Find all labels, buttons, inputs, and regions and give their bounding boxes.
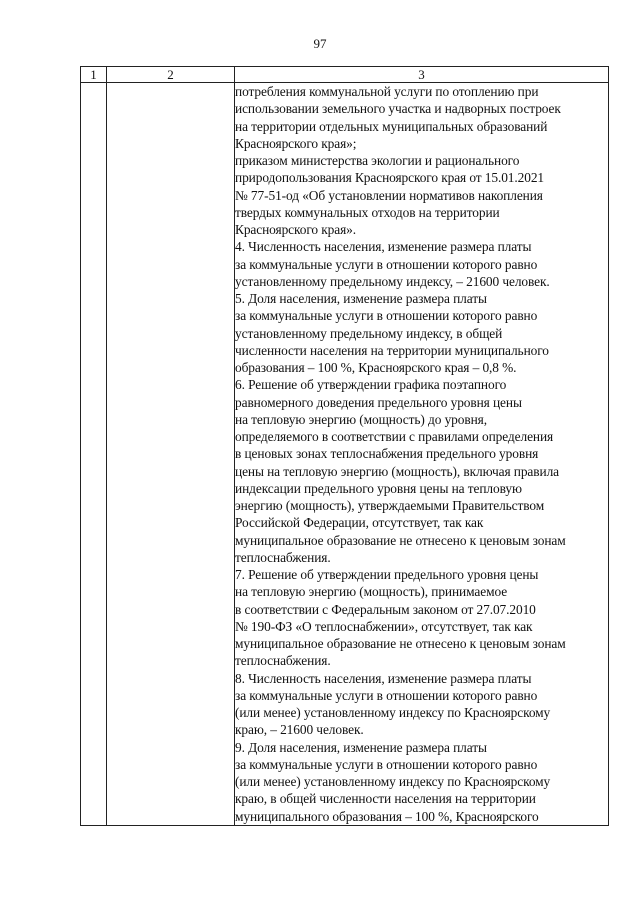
text-line: за коммунальные услуги в отношении которого равно [235,308,538,324]
text-line: за коммунальные услуги в отношении которого равно [235,756,538,772]
text-line: индексации предельного уровня цены на тепловую [235,480,522,496]
text-line: природопользования Красноярского края от 15.01.2021 [235,170,545,186]
header-cell-3: 3 [235,67,609,83]
text-line: численности населения на территории муниципального [235,342,549,358]
header-cell-2: 2 [107,67,235,83]
text-line: теплоснабжения. [235,653,331,669]
text-line: (или менее) установленному индексу по Красноярскому [235,705,551,720]
text-line: 9. Доля населения, изменение размера платы [235,739,487,755]
table-header-row [81,67,609,83]
text-line: 5. Доля населения, изменение размера платы [235,291,487,306]
text-line: энергию (мощность), утверждаемыми Правительством [235,498,545,513]
text-line: установленному предельному индексу, в общей [235,325,503,341]
text-line: (или менее) установленному индексу по Красноярскому [235,774,551,789]
text-line: теплоснабжения. [235,549,331,565]
table-body-row [81,83,609,826]
text-line: определяемого в соответствии с правилами определения [235,429,554,444]
text-line: муниципальное образование не отнесено к ценовым зонам [235,532,566,548]
text-line: цены на тепловую энергию (мощность), включая правила [235,463,559,479]
text-line: краю, в общей численности населения на территории [235,791,536,807]
page-number: 97 [313,36,327,51]
text-line: Красноярского края»; [235,135,357,151]
text-line: на тепловую энергию (мощность) до уровня, [235,411,487,427]
text-line: муниципальное образование не отнесено к ценовым зонам [235,636,566,651]
text-line: твердых коммунальных отходов на территории [235,204,500,220]
body-cell-3 [235,83,609,826]
text-line: 8. Численность населения, изменение размера платы [235,670,532,686]
text-line: образования – 100 %, Красноярского края – 0,8 %. [235,360,517,375]
text-line: за коммунальные услуги в отношении которого равно [235,687,538,703]
body-cell-2 [107,83,235,826]
text-line: 6. Решение об утверждении графика поэтапного [235,377,507,393]
text-line: приказом министерства экологии и рационального [235,153,520,168]
text-line: муниципального образования – 100 %, Красноярского [235,808,539,824]
text-line: за коммунальные услуги в отношении которого равно [235,256,538,272]
text-line: в ценовых зонах теплоснабжения предельного уровня [235,446,539,462]
text-line: 4. Численность населения, изменение размера платы [235,239,532,255]
text-line: потребления коммунальной услуги по отоплению при [235,84,539,99]
document-table [80,66,609,826]
text-line: на тепловую энергию (мощность), принимаемое [235,584,508,600]
header-cell-1: 1 [81,67,107,83]
body-cell-1 [81,83,107,826]
text-line: Российской Федерации, отсутствует, так как [235,515,484,531]
text-line: 7. Решение об утверждении предельного уровня цены [235,567,539,582]
text-line: в соответствии с Федеральным законом от 27.07.2010 [235,601,536,617]
text-line: Красноярского края». [235,222,356,237]
text-line: краю, – 21600 человек. [235,722,364,738]
text-line: установленному предельному индексу, – 21600 человек. [235,273,550,289]
text-line: равномерного доведения предельного уровня цены [235,394,522,410]
text-line: № 77-51-од «Об установлении нормативов накопления [235,187,543,203]
text-line: № 190-ФЗ «О теплоснабжении», отсутствует, так как [235,618,533,634]
text-line: использовании земельного участка и надворных построек [235,101,561,117]
text-line: на территории отдельных муниципальных образований [235,118,548,134]
